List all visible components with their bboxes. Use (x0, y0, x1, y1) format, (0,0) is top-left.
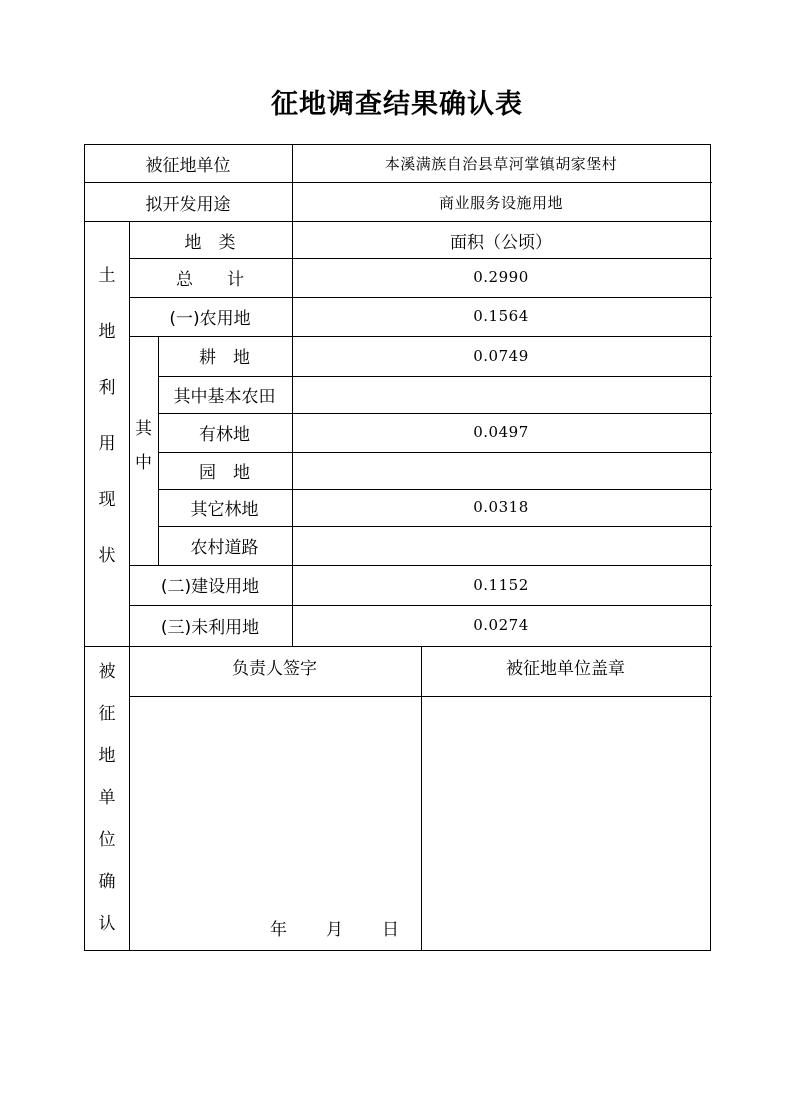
side-char: 利 (98, 378, 116, 398)
sub-item-label: 农村道路 (190, 537, 259, 558)
sub-item-label: 其它林地 (190, 499, 259, 520)
side-char: 征 (98, 704, 116, 724)
signature-area[interactable] (129, 696, 420, 950)
col-land-type: 地 类 (184, 232, 236, 253)
sub-item-value: 0.0497 (473, 423, 529, 441)
date-year: 年 (270, 920, 287, 940)
among-char: 其 (135, 419, 152, 439)
farmland-label: (一)农用地 (169, 308, 251, 329)
stamp-area[interactable] (421, 696, 710, 950)
side-char: 现 (98, 490, 116, 510)
signature-header: 负责人签字 (232, 658, 317, 679)
side-char: 地 (98, 322, 116, 342)
page-title: 征地调查结果确认表 (271, 89, 523, 120)
side-char: 单 (98, 788, 116, 808)
sub-item-value: 0.0749 (473, 346, 529, 365)
sub-item-value: 0.0318 (473, 498, 529, 516)
sub-item-value (292, 526, 710, 564)
side-char: 地 (98, 746, 116, 766)
land-status-side-label (85, 268, 129, 565)
unused-value: 0.0274 (473, 616, 529, 634)
stamp-header: 被征地单位盖章 (506, 658, 625, 679)
unit-label: 被征地单位 (145, 156, 231, 176)
purpose-label: 拟开发用途 (145, 194, 231, 215)
unused-label: (三)未利用地 (160, 617, 260, 638)
sub-item-label: 有林地 (199, 424, 250, 445)
side-char: 确 (98, 872, 116, 892)
side-char: 状 (98, 546, 116, 566)
side-char: 土 (98, 266, 116, 286)
side-char: 被 (98, 662, 116, 682)
unit-value: 本溪满族自治县草河掌镇胡家堡村 (384, 155, 618, 173)
sub-item-label: 其中基本农田 (173, 386, 276, 407)
date-day: 日 (382, 920, 399, 940)
side-char: 位 (98, 830, 116, 850)
among-char: 中 (135, 453, 152, 473)
col-area: 面积（公顷） (450, 232, 552, 253)
sub-item-label: 耕 地 (199, 348, 250, 368)
total-label: 总 计 (176, 269, 244, 290)
construction-label: (二)建设用地 (160, 577, 260, 597)
date-month: 月 (326, 920, 343, 940)
among-label (129, 421, 158, 472)
confirm-side-label (85, 664, 129, 933)
construction-value: 0.1152 (473, 575, 529, 594)
sub-item-label: 园 地 (199, 462, 250, 483)
side-char: 用 (98, 434, 116, 454)
sub-item-value (292, 376, 710, 412)
sub-item-value (292, 452, 710, 488)
side-char: 认 (98, 914, 116, 934)
total-value: 0.2990 (473, 268, 529, 286)
farmland-value: 0.1564 (473, 307, 529, 325)
purpose-value: 商业服务设施用地 (438, 193, 563, 212)
